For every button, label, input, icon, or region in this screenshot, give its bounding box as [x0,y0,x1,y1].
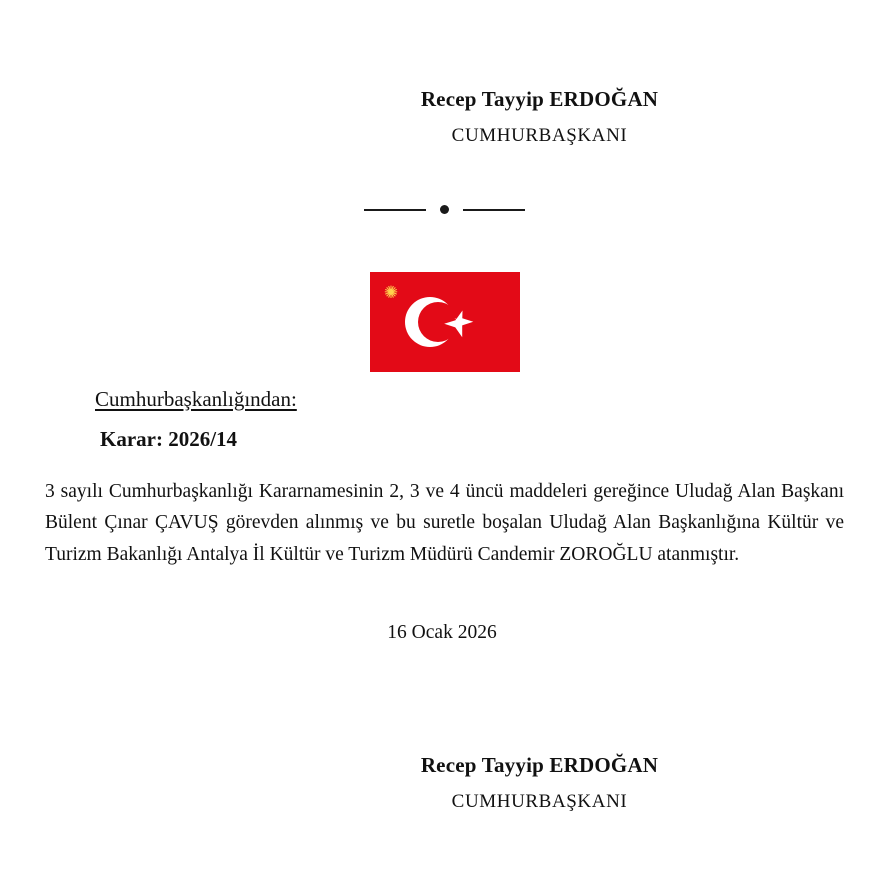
document-date [0,622,889,644]
dot-separator [0,205,889,214]
issuer-label: Cumhurbaşkanlığından: [95,387,297,411]
top-signature-title: CUMHURBAŞKANI [451,125,628,147]
crescent-star-shape [370,272,520,372]
sun-icon: ✺ [383,283,399,302]
decision-paragraph: 3 sayılı Cumhurbaşkanlığı Kararnamesinin 2, 3 ve 4 üncü maddeleri gereğince Uludağ Alan Başkanı Bülent Çınar ÇAVUŞ görevden alınmış ve bu suretle boşalan Uludağ Alan Başkanlığına Kültür ve Turizm Bakanlığı Antalya İl Kültür ve Turizm Müdürü Candemir ZOROĞLU atanmıştır. [45,480,844,565]
separator-line-right [463,209,525,211]
document-body [45,385,844,590]
separator-dot-icon [440,205,449,214]
decision-number: Karar: 2026/14 [100,427,238,452]
document-date-text: 16 Ocak 2026 [387,622,497,643]
flag-container [0,272,889,372]
top-signature-block [0,86,889,148]
turkish-flag [370,272,520,372]
bottom-signature-name: Recep Tayyip ERDOĞAN [420,753,659,777]
top-signature-name: Recep Tayyip ERDOĞAN [420,87,659,111]
separator-line-left [364,209,426,211]
bottom-signature-title: CUMHURBAŞKANI [451,791,628,813]
bottom-signature-block [0,752,889,814]
